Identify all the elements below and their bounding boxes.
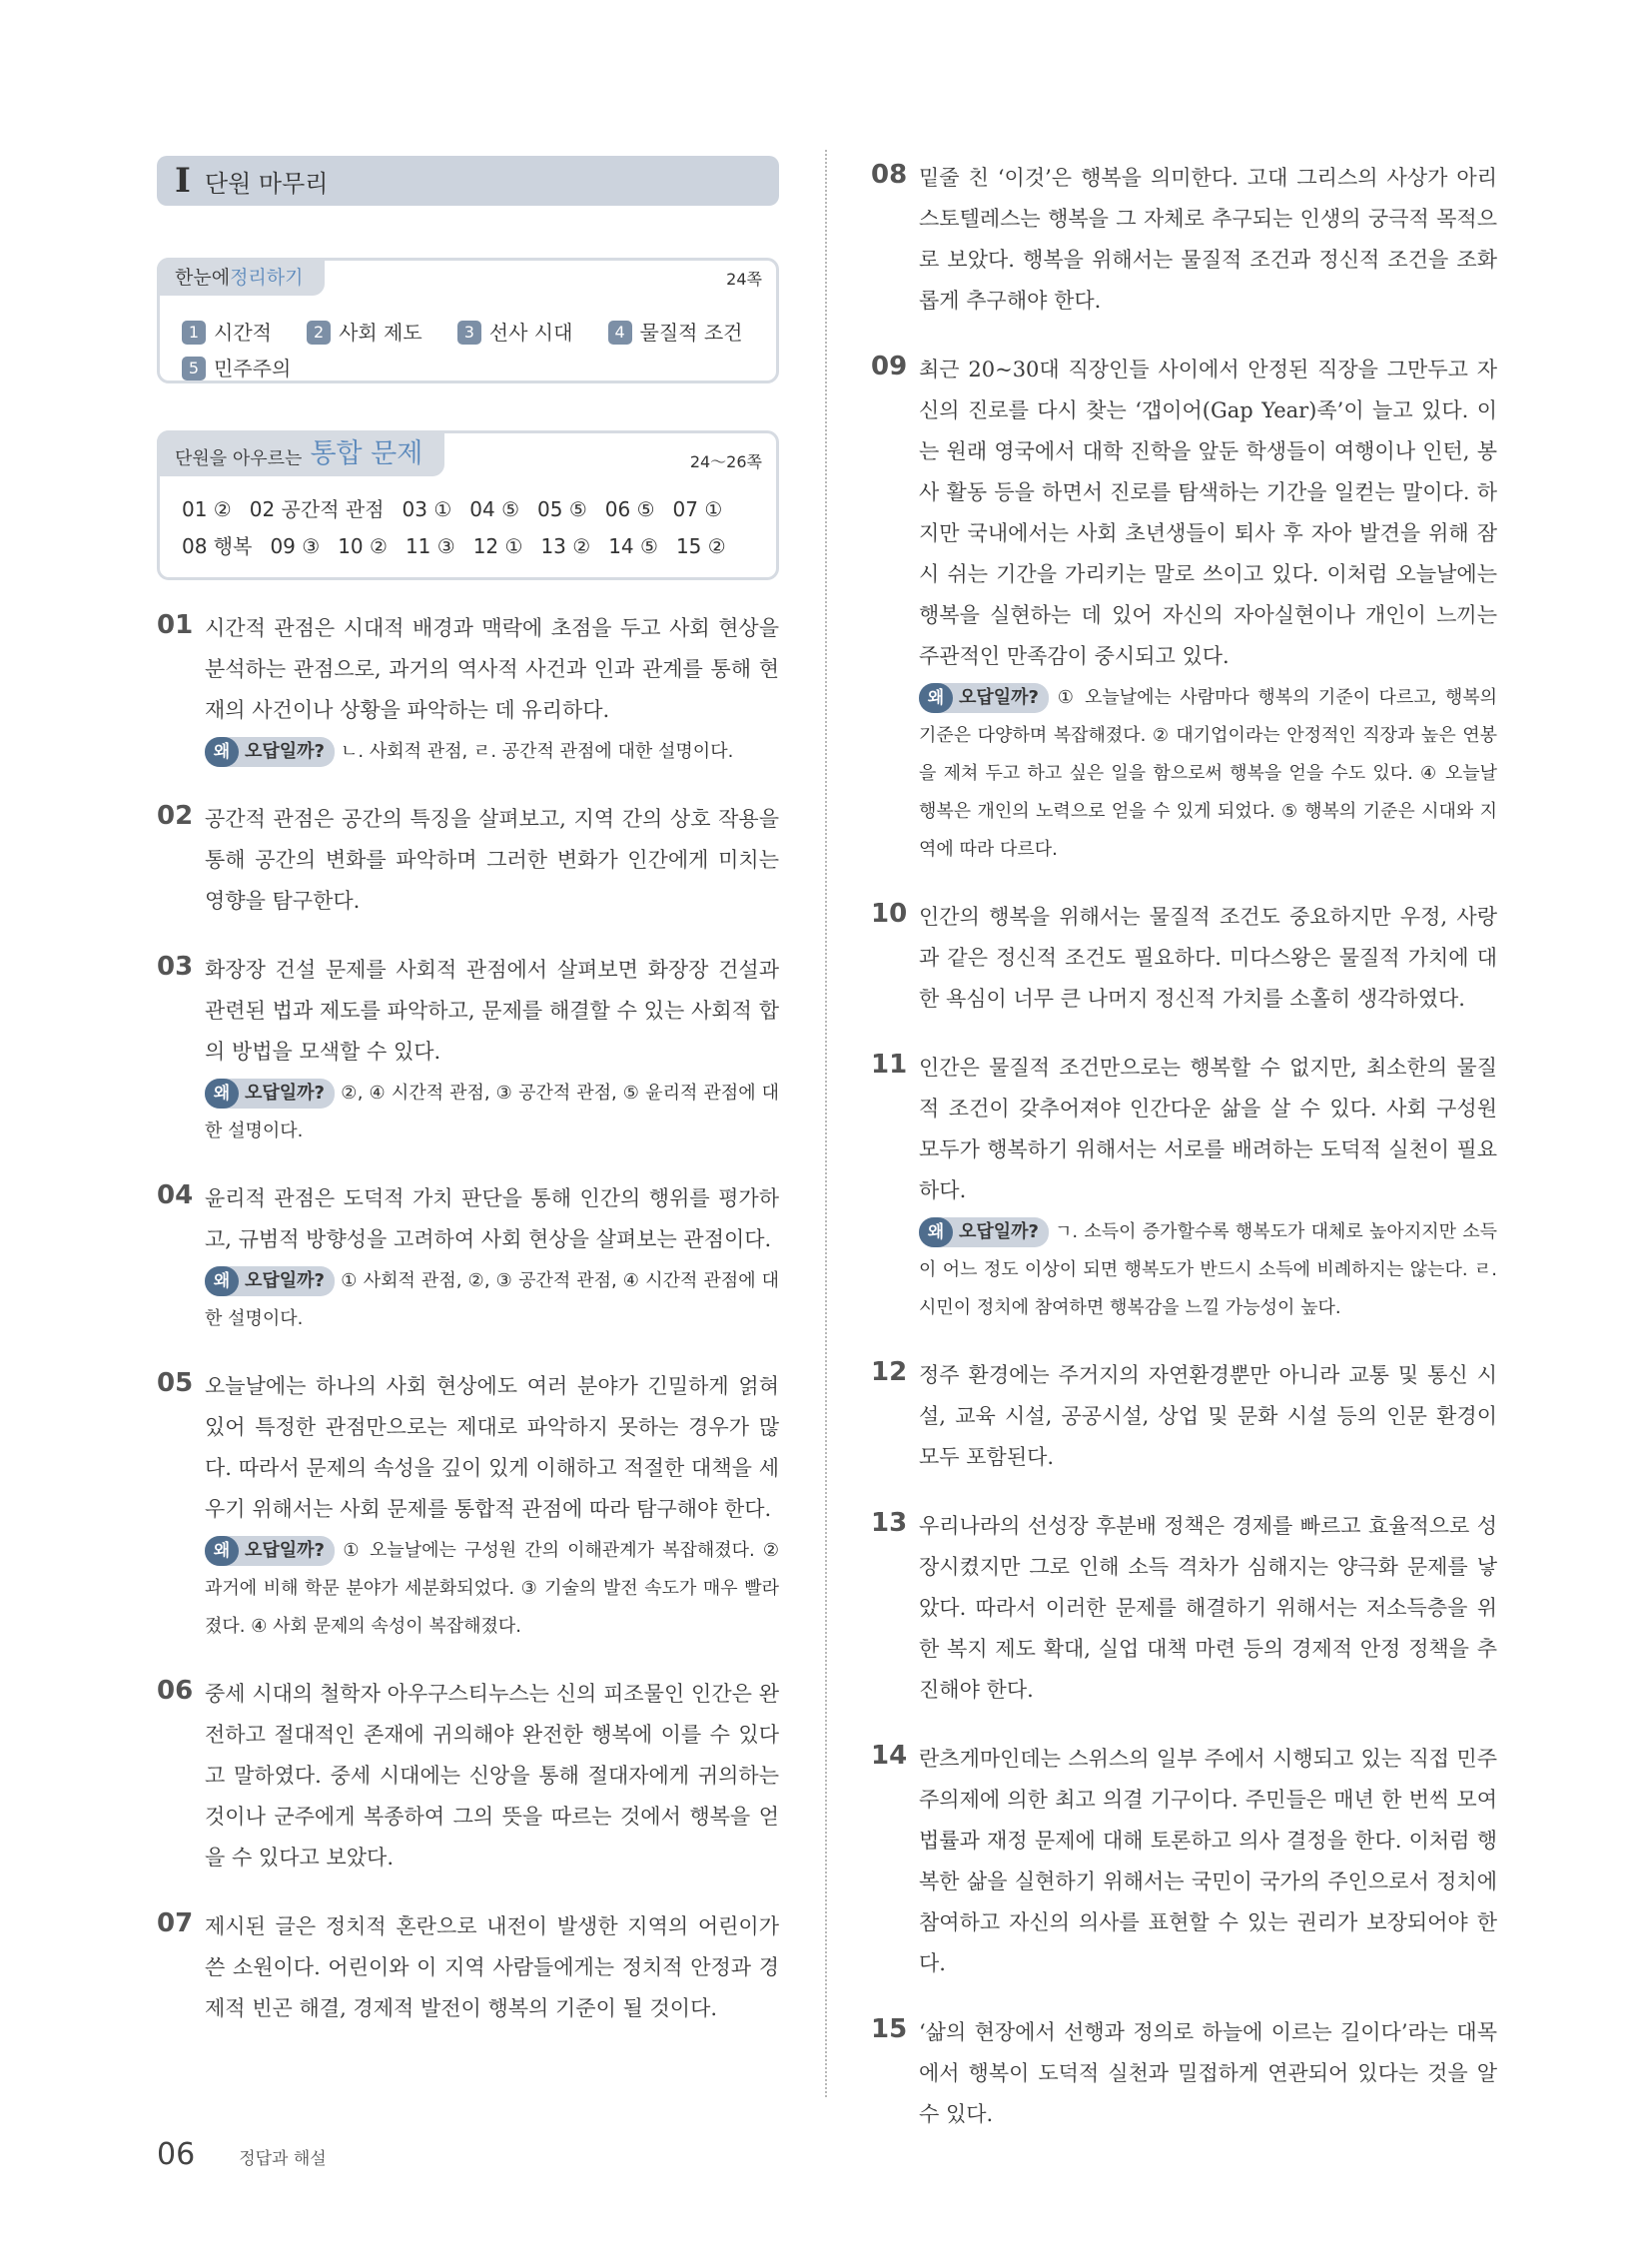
answer-item: 13 ② — [540, 534, 591, 558]
question-number: 15 — [871, 2014, 908, 2044]
explanation-text: 최근 20~30대 직장인들 사이에서 안정된 직장을 그만두고 자신의 진로를 다시 찾는 ‘갭이어(Gap Year)족’이 늘고 있다. 이는 원래 영국에서 대학 진학을 앞둔 학생들이 여행이나 인턴, 봉사 활동 등을 하면서 진로를 탐색하는 기간을 일컫는 말이다. 하지만 국내에서는 사회 초년생들이 퇴사 후 자아 발견을 위해 잠시 쉬는 기간을 가리키는 말로 쓰이고 있다. 이처럼 오늘날에는 행복을 실현하는 데 있어 자신의 자아실현이나 개인이 느끼는 주관적인 만족감이 중시되고 있다. — [919, 358, 1497, 668]
wrong-answer-note — [205, 1075, 779, 1150]
question-body — [919, 158, 1497, 322]
answer-item: 07 ① — [672, 497, 723, 521]
summary-tab-prefix: 한눈에 — [175, 267, 231, 289]
question-item — [871, 1506, 1497, 1711]
explanation-text: 인간의 행복을 위해서는 물질적 조건도 중요하지만 우정, 사랑과 같은 정신적 조건도 필요하다. 미다스왕은 물질적 가치에 대한 욕심이 너무 큰 나머지 정신적 가치를 소홀히 생각하였다. — [919, 905, 1497, 1011]
column-divider — [825, 150, 827, 2097]
question-body — [919, 2012, 1497, 2135]
why-wrong-badge — [205, 1536, 335, 1566]
answer-item: 03 ① — [402, 497, 452, 521]
page-footer — [157, 2137, 327, 2172]
question-number: 11 — [871, 1050, 908, 1080]
number-badge: 1 — [182, 321, 206, 345]
summary-item — [182, 351, 291, 386]
summary-item-text: 선사 시대 — [488, 321, 573, 345]
summary-item — [608, 315, 743, 351]
question-number: 04 — [157, 1180, 194, 1210]
explanation-text: 윤리적 관점은 도덕적 가치 판단을 통해 인간의 행위를 평가하고, 규범적 방향성을 고려하여 사회 현상을 살펴보는 관점이다. — [205, 1186, 779, 1251]
answer-item: 09 ③ — [270, 534, 321, 558]
question-body — [205, 1366, 779, 1646]
question-item — [157, 1366, 779, 1646]
question-item — [871, 1355, 1497, 1478]
answer-item: 02 공간적 관점 — [249, 497, 385, 521]
question-body — [205, 1674, 779, 1878]
answer-item: 04 ⑤ — [469, 497, 520, 521]
why-wrong-badge — [205, 1079, 335, 1109]
question-number: 13 — [871, 1508, 908, 1538]
integrated-box — [157, 430, 779, 580]
wrong-answer-note — [919, 1213, 1497, 1327]
explanation-text: 공간적 관점은 공간의 특징을 살펴보고, 지역 간의 상호 작용을 통해 공간의 변화를 파악하며 그러한 변화가 인간에게 미치는 영향을 탐구한다. — [205, 807, 779, 913]
explanation-text: 밑줄 친 ‘이것’은 행복을 의미한다. 고대 그리스의 사상가 아리스토텔레스는 행복을 그 자체로 추구되는 인생의 궁극적 목적으로 보았다. 행복을 위해서는 물질적 조건과 정신적 조건을 조화롭게 추구해야 한다. — [919, 166, 1497, 313]
footer-label: 정답과 해설 — [239, 2149, 327, 2169]
question-body — [919, 350, 1497, 869]
why-wrong-badge — [919, 1217, 1049, 1247]
number-badge: 3 — [457, 321, 481, 345]
question-body — [919, 1355, 1497, 1478]
answer-item: 12 ① — [472, 534, 523, 558]
question-item — [157, 799, 779, 922]
question-item — [157, 1674, 779, 1878]
integrated-tab-highlight: 통합 문제 — [310, 438, 423, 469]
answer-item: 15 ② — [675, 534, 726, 558]
question-body — [205, 950, 779, 1150]
question-body — [919, 1048, 1497, 1327]
answer-key — [182, 491, 766, 565]
question-item — [157, 1178, 779, 1338]
question-body — [205, 1906, 779, 2029]
question-item — [157, 950, 779, 1150]
explanation-text: 정주 환경에는 주거지의 자연환경뿐만 아니라 교통 및 통신 시설, 교육 시설, 공공시설, 상업 및 문화 시설 등의 인문 환경이 모두 포함된다. — [919, 1363, 1497, 1469]
why-wrong-badge — [919, 683, 1049, 713]
question-item — [871, 897, 1497, 1020]
left-column — [157, 156, 779, 2029]
summary-item-text: 사회 제도 — [339, 321, 422, 345]
summary-box — [157, 258, 779, 383]
why-wrong-label: 오답일까? — [959, 687, 1039, 708]
unit-header — [157, 156, 779, 206]
answer-item: 06 ⑤ — [604, 497, 655, 521]
answer-row — [182, 528, 766, 565]
question-item — [871, 158, 1497, 322]
question-number: 05 — [157, 1368, 194, 1398]
question-body — [205, 1178, 779, 1338]
explanation-text: 화장장 건설 문제를 사회적 관점에서 살펴보면 화장장 건설과 관련된 법과 제도를 파악하고, 문제를 해결할 수 있는 사회적 합의 방법을 모색할 수 있다. — [205, 958, 779, 1064]
integrated-page-ref: 24～26쪽 — [689, 452, 762, 471]
why-wrong-label: 오답일까? — [245, 1540, 325, 1561]
question-item — [157, 608, 779, 771]
question-number: 08 — [871, 160, 908, 190]
answer-item: 10 ② — [338, 534, 388, 558]
summary-item — [307, 315, 422, 351]
answer-item: 01 ② — [182, 497, 232, 521]
question-number: 07 — [157, 1908, 194, 1938]
number-badge: 4 — [608, 321, 632, 345]
wrong-answer-text: ㄴ. 사회적 관점, ㄹ. 공간적 관점에 대한 설명이다. — [341, 741, 734, 762]
summary-tab-highlight: 정리하기 — [230, 267, 304, 289]
question-number: 09 — [871, 352, 908, 381]
explanation-text: 오늘날에는 하나의 사회 현상에도 여러 분야가 긴밀하게 얽혀 있어 특정한 관점만으로는 제대로 파악하지 못하는 경우가 많다. 따라서 문제의 속성을 깊이 있게 이해하고 적절한 대책을 세우기 위해서는 사회 문제를 통합적 관점에 따라 탐구해야 한다. — [205, 1374, 779, 1521]
answer-item: 08 행복 — [182, 534, 253, 558]
wrong-answer-text: ① 오늘날에는 구성원 간의 이해관계가 복잡해졌다. ② 과거에 비해 학문 분야가 세분화되었다. ③ 기술의 발전 속도가 매우 빨라졌다. ④ 사회 문제의 속성이 복잡해졌다. — [205, 1540, 779, 1637]
answer-item: 11 ③ — [405, 534, 455, 558]
unit-roman: I — [175, 161, 191, 201]
why-wrong-label: 오답일까? — [245, 1270, 325, 1291]
page-number: 06 — [157, 2137, 196, 2172]
question-body — [205, 799, 779, 922]
why-wrong-label: 오답일까? — [245, 741, 325, 762]
explanation-text: 우리나라의 선성장 후분배 정책은 경제를 빠르고 효율적으로 성장시켰지만 그로 인해 소득 격차가 심해지는 양극화 문제를 낳았다. 따라서 이러한 문제를 해결하기 위해서는 저소득층을 위한 복지 제도 확대, 실업 대책 마련 등의 경제적 안정 정책을 추진해야 한다. — [919, 1514, 1497, 1702]
question-body — [919, 1506, 1497, 1711]
question-item — [871, 1739, 1497, 1984]
question-body — [919, 897, 1497, 1020]
question-number: 12 — [871, 1357, 908, 1387]
why-icon: 왜 — [205, 1536, 239, 1566]
why-wrong-badge — [205, 1266, 335, 1296]
question-item — [157, 1906, 779, 2029]
question-number: 06 — [157, 1676, 194, 1706]
wrong-answer-text: ②, ④ 시간적 관점, ③ 공간적 관점, ⑤ 윤리적 관점에 대한 설명이다. — [205, 1083, 779, 1141]
why-icon: 왜 — [205, 1266, 239, 1296]
why-icon: 왜 — [919, 683, 953, 713]
wrong-answer-text: ① 사회적 관점, ②, ③ 공간적 관점, ④ 시간적 관점에 대한 설명이다. — [205, 1270, 779, 1329]
explanation-text: 시간적 관점은 시대적 배경과 맥락에 초점을 두고 사회 현상을 분석하는 관점으로, 과거의 역사적 사건과 인과 관계를 통해 현재의 사건이나 상황을 파악하는 데 유리하다. — [205, 616, 779, 722]
summary-list — [182, 315, 764, 386]
summary-item-text: 민주주의 — [214, 357, 292, 380]
wrong-answer-note — [205, 1532, 779, 1646]
question-number: 03 — [157, 952, 194, 982]
question-number: 10 — [871, 899, 908, 929]
question-number: 14 — [871, 1741, 908, 1771]
answer-item: 05 ⑤ — [537, 497, 587, 521]
number-badge: 2 — [307, 321, 331, 345]
summary-item-text: 시간적 — [214, 321, 272, 345]
integrated-tab-prefix: 단원을 아우르는 — [175, 448, 303, 469]
question-body — [205, 608, 779, 771]
wrong-answer-note — [919, 679, 1497, 869]
explanation-text: ‘삶의 현장에서 선행과 정의로 하늘에 이르는 길이다’라는 대목에서 행복이 도덕적 실천과 밀접하게 연관되어 있다는 것을 알 수 있다. — [919, 2020, 1497, 2126]
why-wrong-label: 오답일까? — [245, 1083, 325, 1104]
answer-row — [182, 491, 766, 528]
summary-page-ref: 24쪽 — [726, 270, 762, 289]
number-badge: 5 — [182, 357, 206, 380]
summary-item — [182, 315, 272, 351]
right-column — [871, 156, 1497, 2135]
why-wrong-badge — [205, 737, 335, 767]
unit-title: 단원 마무리 — [204, 169, 329, 198]
answer-item: 14 ⑤ — [608, 534, 658, 558]
explanation-text: 인간은 물질적 조건만으로는 행복할 수 없지만, 최소한의 물질적 조건이 갖추어져야 인간다운 삶을 살 수 있다. 사회 구성원 모두가 행복하기 위해서는 서로를 배려하는 도덕적 실천이 필요하다. — [919, 1056, 1497, 1202]
question-item — [871, 350, 1497, 869]
explanation-text: 중세 시대의 철학자 아우구스티누스는 신의 피조물인 인간은 완전하고 절대적인 존재에 귀의해야 완전한 행복에 이를 수 있다고 말하였다. 중세 시대에는 신앙을 통해 절대자에게 귀의하는 것이나 군주에게 복종하여 그의 뜻을 따르는 것에서 행복을 얻을 수 있다고 보았다. — [205, 1682, 779, 1869]
summary-item-text: 물질적 조건 — [639, 321, 743, 345]
why-icon: 왜 — [205, 737, 239, 767]
wrong-answer-text: ① 오늘날에는 사람마다 행복의 기준이 다르고, 행복의 기준은 다양하며 복잡해졌다. ② 대기업이라는 안정적인 직장과 높은 연봉을 제쳐 두고 하고 싶은 일을 함으로써 행복을 얻을 수도 있다. ④ 오늘날 행복은 개인의 노력으로 얻을 수 있게 되었다. ⑤ 행복의 기준은 시대와 지역에 따라 다르다. — [919, 687, 1497, 860]
summary-tab — [157, 258, 325, 296]
right-explanations — [871, 158, 1497, 2135]
integrated-tab — [157, 430, 444, 476]
why-icon: 왜 — [205, 1079, 239, 1109]
wrong-answer-note — [205, 1262, 779, 1338]
question-body — [919, 1739, 1497, 1984]
question-number: 02 — [157, 801, 194, 831]
question-item — [871, 2012, 1497, 2135]
why-wrong-label: 오답일까? — [959, 1221, 1039, 1242]
wrong-answer-note — [205, 733, 779, 771]
question-item — [871, 1048, 1497, 1327]
wrong-answer-text: ㄱ. 소득이 증가할수록 행복도가 대체로 높아지지만 소득이 어느 정도 이상이 되면 행복도가 반드시 소득에 비례하지는 않는다. ㄹ. 시민이 정치에 참여하면 행복감을 느낄 가능성이 높다. — [919, 1221, 1497, 1318]
explanation-text: 란츠게마인데는 스위스의 일부 주에서 시행되고 있는 직접 민주주의제에 의한 최고 의결 기구이다. 주민들은 매년 한 번씩 모여 법률과 재정 문제에 대해 토론하고 의사 결정을 한다. 이처럼 행복한 삶을 실현하기 위해서는 국민이 국가의 주인으로서 정치에 참여하고 자신의 의사를 표현할 수 있는 권리가 보장되어야 한다. — [919, 1747, 1497, 1975]
question-number: 01 — [157, 610, 194, 640]
summary-item — [457, 315, 573, 351]
why-icon: 왜 — [919, 1217, 953, 1247]
left-explanations — [157, 608, 779, 2029]
explanation-text: 제시된 글은 정치적 혼란으로 내전이 발생한 지역의 어린이가 쓴 소원이다. 어린이와 이 지역 사람들에게는 정치적 안정과 경제적 빈곤 해결, 경제적 발전이 행복의 기준이 될 것이다. — [205, 1914, 779, 2020]
